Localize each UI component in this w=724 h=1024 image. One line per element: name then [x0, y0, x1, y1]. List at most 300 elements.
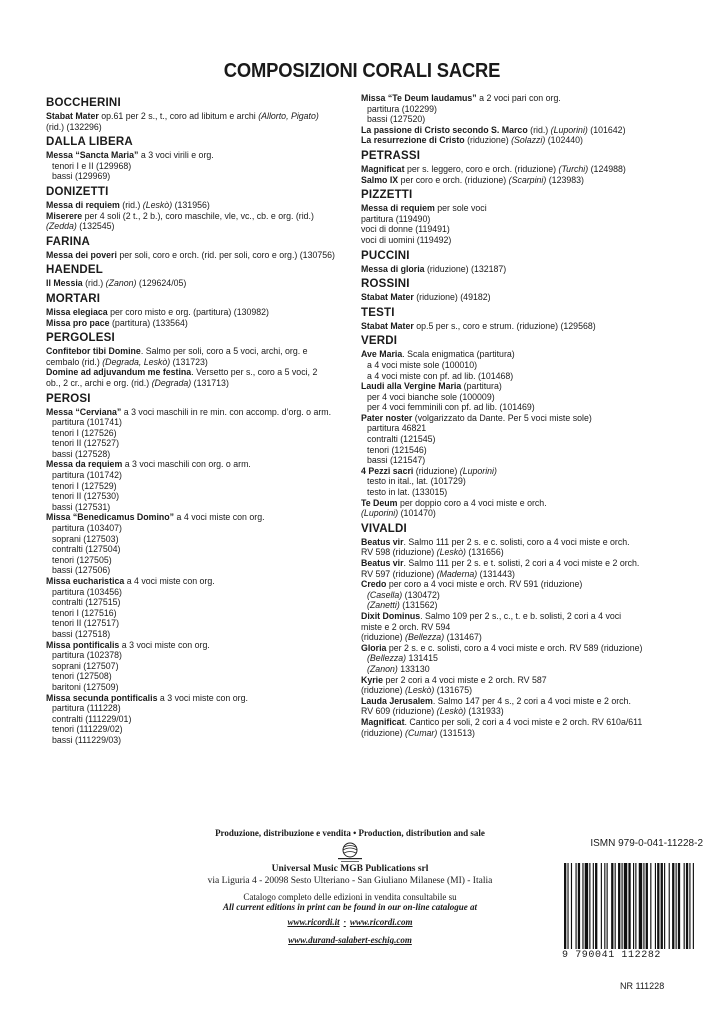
- work-detail: voci di donne (119491): [361, 224, 450, 235]
- work-line: [46, 470, 356, 481]
- work-title: Messa da requiem: [46, 459, 123, 470]
- work-line: [361, 508, 671, 519]
- work-detail: per sole voci: [434, 203, 487, 214]
- barcode-bar: [589, 863, 590, 949]
- work-detail: (123983): [546, 174, 584, 185]
- barcode-bar: [676, 863, 677, 949]
- work-detail: . Salmo 111 per 2 s. e c. solisti, coro a 4 voci miste e orch.: [403, 536, 630, 547]
- barcode-icon: [558, 863, 698, 949]
- work-detail: (131956): [172, 199, 210, 210]
- work-line: [361, 104, 671, 115]
- barcode-bar: [657, 863, 659, 949]
- work-detail: a 4 voci miste con org.: [124, 576, 215, 586]
- barcode-bar: [689, 863, 690, 949]
- work-detail: 131415: [406, 653, 438, 664]
- work-detail: partitura 46821: [367, 423, 427, 434]
- work-detail: bassi (129969): [52, 171, 111, 182]
- work-line: [46, 512, 356, 523]
- catalog-number: NR 111228: [620, 981, 665, 991]
- work-line: [361, 643, 671, 654]
- work-detail: tenori (127505): [52, 554, 112, 565]
- work-line: [361, 264, 671, 275]
- work-line: [361, 445, 671, 456]
- work-detail: a 4 voci miste sole (100010): [367, 359, 478, 370]
- work-detail: contralti (121545): [367, 434, 436, 445]
- work-detail: . Salmo 147 per 4 s., 2 cori a 4 voci miste e 2 orch.: [432, 695, 631, 706]
- barcode-bar: [678, 863, 680, 949]
- work-line: [361, 466, 671, 477]
- barcode-bar: [693, 863, 694, 949]
- work-detail: (riduzione) (49182): [413, 292, 491, 303]
- work-detail: (riduzione): [361, 685, 406, 696]
- barcode-bar: [655, 863, 656, 949]
- arranger-name: (Leskò): [436, 706, 466, 717]
- work-title: Miserere: [46, 210, 83, 221]
- work-line: [46, 428, 356, 439]
- work-detail: (131443): [477, 568, 515, 579]
- arranger-name: (Leskò): [436, 547, 466, 558]
- work-detail: bassi (111229/03): [52, 734, 122, 745]
- work-line: [46, 307, 356, 318]
- work-detail: (riduzione): [464, 135, 512, 146]
- work-detail: (131467): [444, 632, 482, 643]
- work-detail: partitura (111228): [52, 703, 121, 714]
- barcode-bar: [643, 863, 644, 949]
- work-title: Messa “Sancta Maria”: [46, 150, 139, 161]
- work-line: [46, 491, 356, 502]
- work-line: [361, 175, 671, 186]
- work-detail: (partitura) (133564): [109, 317, 188, 328]
- barcode-bar: [611, 863, 613, 949]
- work-line: [361, 487, 671, 498]
- work-detail: (131675): [434, 685, 473, 696]
- work-detail: (124988): [588, 163, 626, 174]
- work-line: [46, 671, 356, 682]
- composer-heading: TESTI: [361, 306, 395, 319]
- work-detail: (131656): [465, 547, 504, 558]
- work-line: [46, 111, 356, 122]
- work-detail: voci di uomini (119492): [361, 234, 452, 245]
- work-title: La resurrezione di Cristo: [361, 135, 465, 146]
- work-line: [361, 717, 671, 728]
- work-detail: contralti (127504): [52, 544, 121, 555]
- work-title: Missa secunda pontificalis: [46, 692, 158, 703]
- arranger-name: (Leskò): [142, 199, 173, 210]
- work-line: [46, 682, 356, 693]
- work-title: Lauda Jerusalem: [361, 695, 433, 706]
- work-line: [46, 735, 356, 746]
- work-line: [46, 502, 356, 513]
- barcode-bar: [650, 863, 651, 949]
- barcode-digits: 9 790041 112282: [562, 950, 662, 961]
- work-title: Magnificat: [361, 163, 405, 174]
- work-line: [46, 318, 356, 329]
- work-line: [361, 653, 671, 664]
- work-detail: (riduzione): [413, 465, 460, 476]
- work-line: [361, 434, 671, 445]
- work-line: [361, 590, 671, 601]
- work-line: [46, 640, 356, 651]
- work-line: [46, 200, 356, 211]
- composer-heading: ROSSINI: [361, 278, 410, 291]
- work-detail: (130472): [402, 589, 440, 600]
- work-line: [361, 381, 671, 392]
- work-detail: op.5 per s., coro e strum. (riduzione) (129568): [413, 320, 596, 331]
- work-line: [361, 349, 671, 360]
- work-detail: contralti (127515): [52, 597, 121, 608]
- link-durand-salabert-eschig[interactable]: www.durand-salabert-eschig.com: [288, 935, 412, 945]
- work-line: [46, 555, 356, 566]
- catalog-column-right: [361, 93, 671, 738]
- work-detail: bassi (127528): [52, 448, 111, 459]
- work-detail: a 2 voci pari con org.: [476, 93, 561, 103]
- composer-heading: PIZZETTI: [361, 189, 413, 202]
- work-line: [46, 576, 356, 587]
- work-detail: (131513): [437, 727, 475, 738]
- work-detail: tenori I (127526): [52, 427, 117, 438]
- work-detail: RV 609 (riduzione): [361, 706, 437, 717]
- work-detail: (rid.): [82, 278, 106, 289]
- work-title: Il Messia: [46, 278, 83, 289]
- work-detail: ob., 2 cr., archi e org. (rid.): [46, 377, 152, 388]
- arranger-name: (Luporini): [550, 124, 588, 135]
- work-detail: per doppio coro a 4 voci miste e orch.: [397, 497, 547, 508]
- work-line: [361, 728, 671, 739]
- arranger-name: (Leskò): [405, 685, 435, 696]
- work-title: Credo: [361, 579, 387, 590]
- work-title: Missa eucharistica: [46, 576, 125, 586]
- work-line: [46, 150, 356, 161]
- work-detail: bassi (127506): [52, 565, 111, 576]
- work-title: Beatus vir: [361, 536, 404, 547]
- work-line: [46, 523, 356, 534]
- work-line: [361, 455, 671, 466]
- work-detail: partitura (103456): [52, 586, 122, 597]
- arranger-name: (Degrada): [151, 377, 192, 388]
- barcode-bar: [639, 863, 642, 949]
- work-detail: . Salmo 111 per 2 s. e t. solisti, 2 cori a 4 voci miste e 2 orch.: [403, 558, 640, 568]
- work-line: [46, 449, 356, 460]
- arranger-name: (Luporini): [459, 465, 497, 476]
- work-detail: partitura (101741): [52, 417, 122, 428]
- work-line: [46, 597, 356, 608]
- work-title: Stabat Mater: [361, 292, 414, 303]
- work-detail: tenori II (127527): [52, 438, 119, 449]
- work-title: Messa di requiem: [361, 203, 435, 214]
- work-detail: RV 597 (riduzione): [361, 568, 437, 579]
- publisher-footer: Produzione, distribuzione e vendita • Production, distribution and sale Universal Music MGB Publications srl via Liguria 4 - 20098 Sesto Ulteriano - San Giuliano Milanese (MI) - Italia Catalogo completo delle edizioni in vendita consultabile su All current editions in print can be found in our on-line catalogue at www.ricordi.it · www.ricordi.com www.durand-salabert-eschig.com: [150, 828, 550, 948]
- work-line: [361, 579, 671, 590]
- work-title: Missa “Benedicamus Domino”: [46, 512, 175, 523]
- barcode-bar: [564, 863, 566, 949]
- work-line: [46, 459, 356, 470]
- work-line: [361, 235, 671, 246]
- work-detail: per coro e orch. (riduzione): [398, 174, 509, 185]
- work-line: [46, 367, 356, 378]
- work-detail: a 3 voci maschili con org. o arm.: [122, 459, 251, 470]
- work-title: Missa pro pace: [46, 317, 110, 328]
- work-line: [46, 407, 356, 418]
- work-title: Gloria: [361, 642, 387, 653]
- barcode-bar: [624, 863, 627, 949]
- composer-heading: MORTARI: [46, 292, 101, 305]
- work-title: Salmo IX: [361, 174, 399, 185]
- work-line: [361, 93, 671, 104]
- composer-heading: BOCCHERINI: [46, 97, 121, 109]
- work-line: [361, 164, 671, 175]
- arranger-name: (Solazzi): [511, 135, 546, 146]
- work-detail: a 3 voci maschili in re min. con accomp. d’org. o arm.: [121, 406, 332, 417]
- work-detail: per 4 voci bianche sole (100009): [367, 391, 495, 402]
- universal-music-logo-icon: [335, 842, 365, 864]
- work-line: [361, 685, 671, 696]
- barcode-bar: [593, 863, 594, 949]
- work-detail: per 2 s. e c. solisti, coro a 4 voci miste e orch. RV 589 (riduzione): [386, 642, 643, 653]
- work-line: [361, 203, 671, 214]
- barcode-bar: [672, 863, 674, 949]
- work-detail: (129624/05): [136, 278, 187, 289]
- work-title: Laudi alla Vergine Maria: [361, 381, 462, 392]
- work-title: Messa di requiem: [46, 199, 120, 210]
- work-detail: . Scala enigmatica (partitura): [402, 349, 515, 360]
- work-line: [46, 618, 356, 629]
- work-title: Missa elegiaca: [46, 306, 108, 317]
- work-line: [46, 650, 356, 661]
- work-line: [46, 438, 356, 449]
- work-title: Messa di gloria: [361, 263, 425, 274]
- work-detail: tenori II (127530): [52, 491, 119, 502]
- arranger-name: (Zanon): [367, 663, 398, 674]
- work-detail: partitura (103407): [52, 523, 122, 534]
- work-detail: per 4 soli (2 t., 2 b.), coro maschile, vle, vc., cb. e org. (rid.): [82, 210, 314, 221]
- work-detail: a 3 voci miste con org.: [157, 692, 248, 703]
- work-line: [361, 622, 671, 633]
- work-detail: per coro a 4 voci miste e orch. RV 591 (riduzione): [386, 579, 583, 590]
- work-detail: a 4 voci miste con org.: [174, 512, 265, 523]
- work-detail: 133130: [397, 663, 430, 674]
- work-title: Confitebor tibi Domine: [46, 346, 141, 357]
- barcode-bar: [578, 863, 580, 949]
- work-detail: tenori (121546): [367, 444, 427, 455]
- barcode-bar: [669, 863, 670, 949]
- work-line: [361, 135, 671, 146]
- work-line: [46, 171, 356, 182]
- composer-heading: FARINA: [46, 235, 91, 248]
- arranger-name: (Maderna): [436, 568, 478, 579]
- composer-heading: HAENDEL: [46, 264, 103, 277]
- barcode-bar: [601, 863, 602, 949]
- work-title: Stabat Mater: [46, 111, 99, 121]
- work-line: [361, 537, 671, 548]
- composer-heading: DALLA LIBERA: [46, 136, 133, 149]
- arranger-name: (Scarpini): [508, 174, 547, 185]
- work-line: [46, 608, 356, 619]
- work-detail: cembalo (rid.): [46, 356, 103, 367]
- work-title: Ave Maria: [361, 349, 403, 360]
- work-detail: testo in ital., lat. (101729): [367, 476, 466, 487]
- barcode-bar: [618, 863, 620, 949]
- work-line: [46, 481, 356, 492]
- work-detail: bassi (121547): [367, 455, 426, 466]
- work-detail: (riduzione) (132187): [424, 263, 507, 274]
- link-ricordi-it[interactable]: www.ricordi.it: [287, 917, 340, 927]
- page-title: COMPOSIZIONI CORALI SACRE: [223, 60, 501, 82]
- composer-heading: PEROSI: [46, 392, 91, 405]
- work-title: Magnificat: [361, 716, 405, 727]
- work-detail: . Versetto per s., coro a 5 voci, 2: [191, 367, 318, 378]
- work-line: [46, 357, 356, 368]
- arranger-name: (Luporini): [361, 508, 399, 519]
- work-line: [46, 346, 356, 357]
- work-title: Missa “Te Deum laudamus”: [361, 93, 477, 103]
- work-detail: miste e 2 orch. RV 594: [361, 621, 451, 632]
- work-detail: (riduzione): [361, 727, 406, 738]
- work-line: [46, 211, 356, 222]
- work-detail: tenori I (127529): [52, 480, 117, 491]
- barcode-bar: [664, 863, 665, 949]
- barcode-bar: [684, 863, 685, 949]
- catalog-column-left: [46, 93, 356, 746]
- work-detail: (101642): [587, 124, 626, 135]
- work-line: [361, 611, 671, 622]
- barcode-bar: [604, 863, 605, 949]
- work-detail: (131562): [399, 600, 438, 611]
- work-title: Dixit Dominus: [361, 610, 421, 621]
- work-detail: bassi (127518): [52, 628, 111, 639]
- work-line: [361, 600, 671, 611]
- work-line: [46, 122, 356, 133]
- barcode-bar: [628, 863, 630, 949]
- work-line: [361, 292, 671, 303]
- work-title: Pater noster: [361, 412, 413, 423]
- barcode-bar: [607, 863, 608, 949]
- work-detail: tenori (127508): [52, 671, 112, 682]
- arranger-name: (Degrada, Leskò): [102, 356, 171, 367]
- work-detail: a 3 voci virili e org.: [138, 150, 214, 161]
- work-detail: tenori II (127517): [52, 618, 119, 629]
- work-title: Te Deum: [361, 497, 398, 508]
- work-line: [361, 706, 671, 717]
- work-title: Missa pontificalis: [46, 639, 120, 650]
- work-detail: (131723): [170, 356, 208, 367]
- work-detail: per s. leggero, coro e orch. (riduzione): [404, 163, 559, 174]
- work-detail: soprani (127507): [52, 660, 119, 671]
- work-title: 4 Pezzi sacri: [361, 465, 414, 476]
- work-line: [46, 534, 356, 545]
- work-line: [361, 214, 671, 225]
- work-detail: op.61 per 2 s., t., coro ad libitum e archi: [98, 111, 259, 121]
- work-detail: . Cantico per soli, 2 cori a 4 voci miste e 2 orch. RV 610a/611: [404, 716, 643, 727]
- work-line: [361, 569, 671, 580]
- work-line: [46, 378, 356, 389]
- work-detail: partitura (102378): [52, 650, 122, 661]
- work-detail: bassi (127520): [367, 114, 426, 125]
- barcode-bar: [567, 863, 568, 949]
- barcode-bar: [571, 863, 572, 949]
- work-line: [361, 224, 671, 235]
- barcode-bar: [595, 863, 597, 949]
- work-title: Messa “Cerviana”: [46, 406, 122, 417]
- work-line: [46, 250, 356, 261]
- work-line: [46, 161, 356, 172]
- arranger-name: (Allorto, Pigato): [258, 111, 319, 121]
- work-title: Stabat Mater: [361, 320, 414, 331]
- work-detail: partitura (101742): [52, 470, 122, 481]
- barcode-block: [558, 838, 703, 961]
- work-line: [46, 714, 356, 725]
- work-detail: (102440): [545, 135, 583, 146]
- arranger-name: (Zanetti): [367, 600, 400, 611]
- work-detail: tenori I (127516): [52, 607, 117, 618]
- work-detail: (rid.) (132296): [46, 121, 102, 132]
- work-line: [361, 696, 671, 707]
- arranger-name: (Zedda): [46, 221, 77, 232]
- work-detail: . Salmo 109 per 2 s., c., t. e b. solisti, 2 cori a 4 voci: [420, 610, 622, 621]
- work-line: [46, 587, 356, 598]
- work-line: [361, 498, 671, 509]
- ismn-number: ISMN 979-0-041-11228-2: [590, 838, 703, 849]
- work-line: [46, 565, 356, 576]
- work-line: [361, 392, 671, 403]
- work-detail: (rid.): [119, 199, 143, 210]
- barcode-bar: [585, 863, 588, 949]
- work-detail: soprani (127503): [52, 533, 119, 544]
- work-detail: (rid.): [527, 124, 551, 135]
- work-detail: partitura (102299): [367, 103, 437, 114]
- work-line: [46, 544, 356, 555]
- catalog-note-italian: Catalogo completo delle edizioni in vendita consultabile su: [243, 892, 457, 902]
- work-line: [361, 476, 671, 487]
- work-detail: partitura (119490): [361, 213, 431, 224]
- work-title: Beatus vir: [361, 558, 404, 568]
- barcode-bar: [615, 863, 616, 949]
- work-line: [46, 629, 356, 640]
- publisher-address: via Liguria 4 - 20098 Sesto Ulteriano - San Giuliano Milanese (MI) - Italia: [207, 876, 493, 886]
- barcode-bar: [686, 863, 688, 949]
- composer-heading: PERGOLESI: [46, 332, 115, 345]
- work-detail: . Salmo per soli, coro a 5 voci, archi, org. e: [140, 346, 308, 357]
- work-line: [46, 724, 356, 735]
- arranger-name: (Bellezza): [405, 632, 445, 643]
- barcode-bar: [622, 863, 623, 949]
- work-line: [361, 321, 671, 332]
- work-line: [361, 632, 671, 643]
- work-detail: tenori I e II (129968): [52, 160, 132, 171]
- composer-heading: VIVALDI: [361, 522, 407, 535]
- link-ricordi-com[interactable]: www.ricordi.com: [349, 917, 413, 927]
- work-detail: baritoni (127509): [52, 681, 119, 692]
- work-detail: a 4 voci miste con pf. ad lib. (101468): [367, 370, 514, 381]
- arranger-name: (Cumar): [405, 727, 438, 738]
- work-line: [361, 664, 671, 675]
- work-detail: (131713): [191, 377, 229, 388]
- distribution-line: Produzione, distribuzione e vendita • Production, distribution and sale: [215, 828, 485, 838]
- publisher-name: Universal Music MGB Publications srl: [271, 864, 429, 874]
- work-title: Domine ad adjuvandum me festina: [46, 367, 192, 378]
- work-line: [46, 417, 356, 428]
- work-line: [361, 360, 671, 371]
- work-title: La passione di Cristo secondo S. Marco: [361, 124, 528, 135]
- arranger-name: (Bellezza): [367, 653, 407, 664]
- work-detail: (partitura): [461, 381, 502, 392]
- arranger-name: (Casella): [367, 589, 403, 600]
- barcode-bar: [661, 863, 663, 949]
- work-detail: a 3 voci miste con org.: [119, 639, 210, 650]
- composer-heading: DONIZETTI: [46, 185, 109, 198]
- work-line: [46, 693, 356, 704]
- work-title: Kyrie: [361, 674, 384, 685]
- composer-heading: PETRASSI: [361, 149, 421, 162]
